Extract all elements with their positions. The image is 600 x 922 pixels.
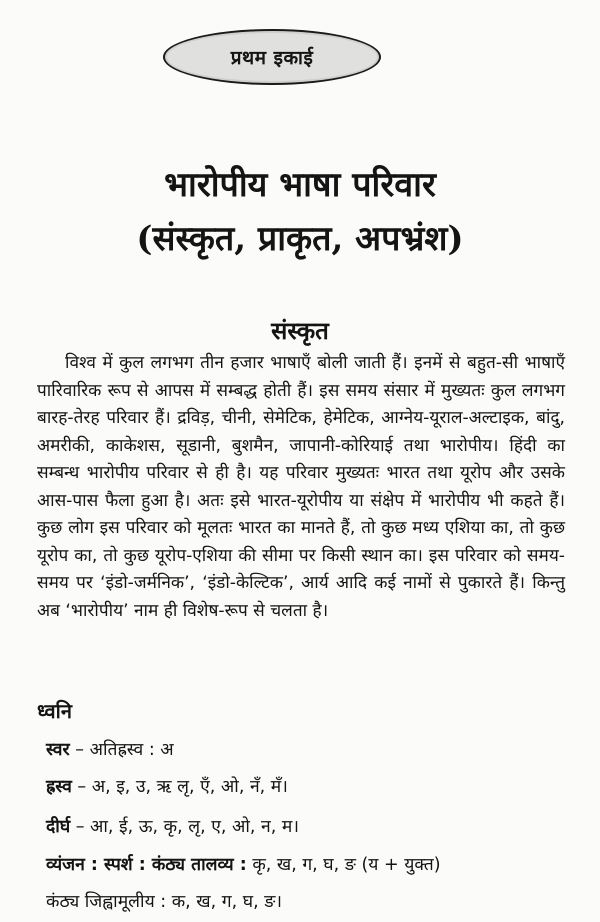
phonetics-row-label: स्वर (46, 740, 70, 760)
phonetics-row (46, 889, 282, 913)
phonetics-row-label: व्यंजन : स्पर्श : कंठ्य तालव्य : (46, 855, 247, 875)
chapter-title: भारोपीय भाषा परिवार (164, 165, 436, 205)
phonetics-heading: ध्वनि (37, 699, 72, 723)
phonetics-row (46, 737, 174, 761)
body-paragraph: विश्व में कुल लगभग तीन हजार भाषाएँ बोली जाती हैं। इनमें से बहुत-सी भाषाएँ पारिवारिक रूप से आपस में सम्बद्ध होती हैं। इस समय संसार में मुख्यतः कुल लगभग बारह-तेरह परिवार हैं। द्रविड़, चीनी, सेमेटिक, हेमेटिक, आग्नेय-यूराल-अल्टाइक, बांदु, अमरीकी, काकेशस, सूडानी, बुशमैन, जापानी-कोरियाई तथा भारोपीय। हिंदी का सम्बन्ध भारोपीय परिवार से ही है। यह परिवार मुख्यतः भारत तथा यूरोप और उसके आस-पास फैला हुआ है। अतः इसे भारत-यूरोपीय या संक्षेप में भारोपीय भी कहते हैं। कुछ लोग इस परिवार को मूलतः भारत का मानते हैं, तो कुछ मध्य एशिया का, तो कुछ यूरोप का, तो कुछ यूरोप-एशिया की सीमा पर किसी स्थान का। इस परिवार को समय-समय पर ‘इंडो-जर्मनिक’, ‘इंडो-केल्टिक’, आर्य आदि कई नामों से पुकारते हैं। किन्तु अब ‘भारोपीय’ नाम ही विशेष-रूप से चलता है। (37, 353, 565, 621)
phonetics-row (46, 852, 441, 876)
phonetics-row (46, 774, 288, 798)
phonetics-row (46, 814, 299, 838)
chapter-subtitle: (संस्कृत, प्राकृत, अपभ्रंश) (136, 219, 464, 259)
phonetics-row-text: कंठ्य जिह्वामूलीय : क, ख, ग, घ, ङ। (46, 892, 282, 912)
phonetics-row-label: दीर्घ (46, 817, 71, 837)
phonetics-row-label: ह्रस्व (46, 777, 72, 797)
phonetics-row-text: – अ, इ, उ, ऋ लृ, एँ, ओ, नँ, मँ। (71, 777, 288, 797)
unit-badge-label: प्रथम इकाई (230, 47, 314, 69)
section-heading: संस्कृत (271, 317, 329, 345)
unit-badge (163, 29, 381, 85)
phonetics-row-text: – अतिह्रस्व : अ (69, 740, 174, 760)
phonetics-row-text: कृ, ख, ग, घ, ङ (य + युक्त) (246, 855, 441, 875)
phonetics-row-text: – आ, ई, ऊ, कृ, लृ, ए, ओ, न, म। (70, 817, 299, 837)
